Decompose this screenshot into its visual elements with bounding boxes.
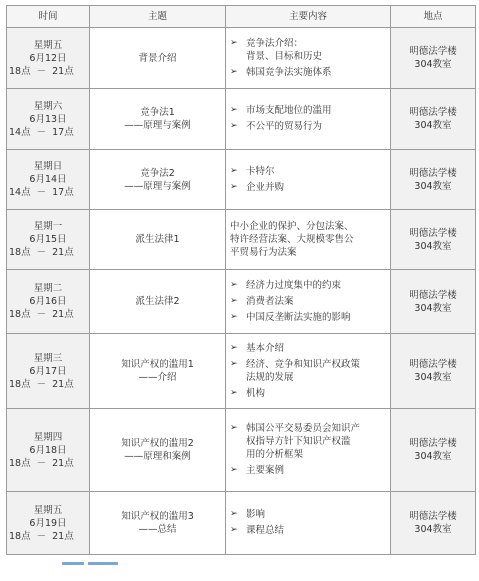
time-cell xyxy=(7,89,90,150)
content-text: 基本介绍 xyxy=(246,342,285,354)
topic-cell xyxy=(90,89,226,150)
location-text: 明德法学楼 xyxy=(409,359,457,370)
topic-cell xyxy=(90,492,226,555)
content-cell xyxy=(226,409,391,492)
weekday: 星期四 xyxy=(33,431,63,443)
time-range xyxy=(9,186,87,199)
time-range xyxy=(9,246,87,259)
schedule-table xyxy=(6,5,476,555)
time-end: 21点 xyxy=(52,378,74,390)
arrow-bullet-icon: ➢ xyxy=(230,423,238,433)
content-text: 主要案例 xyxy=(246,465,285,476)
content-text: 韩国公平交易委员会知识产 xyxy=(246,423,361,434)
content-text: 课程总结 xyxy=(246,525,285,536)
location-text: 明德法学楼 xyxy=(409,107,457,118)
header-time: 时间 xyxy=(7,6,90,28)
time-start: 18点 xyxy=(9,457,31,469)
content-text: 竞争法介绍： xyxy=(246,37,304,49)
topic-text: 知识产权的滥用1 xyxy=(121,359,194,370)
content-text: 权指导方针下知识产权滥 xyxy=(246,436,351,447)
content-cell xyxy=(226,334,391,409)
content-paragraph xyxy=(230,220,388,259)
content-bullet-item xyxy=(230,165,388,178)
content-bullet-item xyxy=(230,181,388,194)
date: 6月13日 xyxy=(29,113,67,125)
time-range xyxy=(9,65,87,78)
footer-bar xyxy=(88,562,118,565)
content-text: 经济、竞争和知识产权政策 xyxy=(246,358,361,370)
time-range xyxy=(9,378,87,391)
arrow-bullet-icon: ➢ xyxy=(230,465,238,475)
content-text: 不公平的贸易行为 xyxy=(246,121,323,132)
topic-text: 知识产权的滥用2 xyxy=(121,438,194,449)
time-range xyxy=(9,457,87,470)
content-text: 背景、目标和历史 xyxy=(246,50,323,62)
weekday: 星期六 xyxy=(33,100,63,112)
schedule-body xyxy=(7,28,476,555)
header-location: 地点 xyxy=(391,6,476,28)
content-bullet-item xyxy=(230,524,388,537)
arrow-bullet-icon: ➢ xyxy=(230,279,238,290)
time-start: 14点 xyxy=(9,126,31,138)
time-cell xyxy=(7,334,90,409)
weekday: 星期五 xyxy=(33,504,63,516)
location-text: 304教室 xyxy=(414,372,452,383)
date: 6月15日 xyxy=(29,234,67,245)
time-cell xyxy=(7,150,90,210)
topic-text: ——原理和案例 xyxy=(124,451,191,462)
content-bullet-item xyxy=(230,279,388,292)
time-end: 21点 xyxy=(52,247,74,258)
time-start: 18点 xyxy=(9,309,31,320)
table-row xyxy=(7,409,476,492)
time-start: 18点 xyxy=(9,65,31,77)
weekday: 星期三 xyxy=(33,352,63,364)
arrow-bullet-icon: ➢ xyxy=(230,525,238,535)
time-end: 21点 xyxy=(52,530,74,542)
content-bullet-item xyxy=(230,508,388,521)
location-cell xyxy=(391,28,476,89)
time-separator: － xyxy=(36,126,47,138)
time-cell xyxy=(7,210,90,270)
content-bullet-item xyxy=(230,120,388,133)
content-bullet-item xyxy=(230,104,388,117)
content-bullet-item xyxy=(230,342,388,355)
content-text: 韩国竞争法实施体系 xyxy=(246,66,332,78)
time-start: 18点 xyxy=(9,530,31,542)
location-cell xyxy=(391,270,476,334)
time-end: 21点 xyxy=(52,65,74,77)
time-cell xyxy=(7,409,90,492)
content-text: 消费者法案 xyxy=(246,295,294,307)
table-row xyxy=(7,492,476,555)
location-text: 304教室 xyxy=(414,451,452,462)
content-bullet-item xyxy=(230,358,388,384)
time-end: 17点 xyxy=(52,187,74,198)
date: 6月12日 xyxy=(29,52,67,64)
content-text: 影响 xyxy=(246,509,266,520)
location-text: 明德法学楼 xyxy=(409,511,457,522)
content-cell xyxy=(226,28,391,89)
topic-text: 竞争法2 xyxy=(140,167,175,179)
header-content: 主要内容 xyxy=(226,6,391,28)
content-text: 企业并购 xyxy=(246,181,285,193)
time-separator: － xyxy=(36,378,47,390)
location-cell xyxy=(391,334,476,409)
topic-text: 知识产权的滥用3 xyxy=(121,511,194,522)
table-row xyxy=(7,334,476,409)
location-text: 明德法学楼 xyxy=(409,46,457,57)
arrow-bullet-icon: ➢ xyxy=(230,295,238,306)
time-end: 21点 xyxy=(52,309,74,320)
content-bullet-item xyxy=(230,387,388,400)
content-cell xyxy=(226,492,391,555)
topic-cell xyxy=(90,150,226,210)
arrow-bullet-icon: ➢ xyxy=(230,387,238,398)
location-text: 明德法学楼 xyxy=(409,289,457,301)
table-row xyxy=(7,28,476,89)
topic-cell xyxy=(90,28,226,89)
footer-bar xyxy=(62,562,84,565)
topic-text: 背景介绍 xyxy=(138,52,177,64)
time-separator: － xyxy=(36,457,47,469)
content-text: 中国反垄断法实施的影响 xyxy=(246,311,351,323)
topic-text: 竞争法1 xyxy=(140,107,175,118)
location-text: 明德法学楼 xyxy=(409,227,457,239)
location-text: 304教室 xyxy=(414,180,452,192)
content-text: 经济力过度集中的约束 xyxy=(246,279,342,291)
topic-text: ——介绍 xyxy=(138,372,177,383)
content-cell xyxy=(226,210,391,270)
content-text: 特许经营法案、大规模零售公 xyxy=(230,234,354,245)
arrow-bullet-icon: ➢ xyxy=(230,66,238,77)
arrow-bullet-icon: ➢ xyxy=(230,181,238,192)
location-text: 304教室 xyxy=(414,240,452,252)
content-bullet-item xyxy=(230,37,388,63)
time-end: 21点 xyxy=(52,457,74,469)
location-text: 304教室 xyxy=(414,302,452,314)
time-range xyxy=(9,308,87,321)
content-bullet-item xyxy=(230,66,388,79)
content-bullet-item xyxy=(230,422,388,461)
location-text: 明德法学楼 xyxy=(409,438,457,449)
arrow-bullet-icon: ➢ xyxy=(230,105,238,115)
time-cell xyxy=(7,270,90,334)
table-row xyxy=(7,89,476,150)
header-topic: 主题 xyxy=(90,6,226,28)
arrow-bullet-icon: ➢ xyxy=(230,358,238,369)
time-separator: － xyxy=(36,247,47,258)
time-range xyxy=(9,530,87,543)
topic-cell xyxy=(90,409,226,492)
location-cell xyxy=(391,89,476,150)
content-cell xyxy=(226,150,391,210)
time-separator: － xyxy=(36,65,47,77)
arrow-bullet-icon: ➢ xyxy=(230,121,238,131)
arrow-bullet-icon: ➢ xyxy=(230,37,238,48)
topic-cell xyxy=(90,334,226,409)
table-row xyxy=(7,270,476,334)
weekday: 星期一 xyxy=(33,221,63,232)
header-row xyxy=(7,6,476,28)
time-separator: － xyxy=(36,309,47,320)
arrow-bullet-icon: ➢ xyxy=(230,165,238,176)
arrow-bullet-icon: ➢ xyxy=(230,311,238,322)
time-start: 18点 xyxy=(9,378,31,390)
content-text: 卡特尔 xyxy=(246,165,275,177)
content-text: 市场支配地位的滥用 xyxy=(246,105,332,116)
date: 6月17日 xyxy=(29,365,67,377)
footer-decoration xyxy=(62,562,142,567)
table-row xyxy=(7,210,476,270)
time-separator: － xyxy=(36,187,47,198)
schedule-table-container xyxy=(6,5,476,555)
content-text: 中小企业的保护、分包法案、 xyxy=(230,221,354,232)
time-separator: － xyxy=(36,530,47,542)
location-cell xyxy=(391,409,476,492)
content-cell xyxy=(226,270,391,334)
arrow-bullet-icon: ➢ xyxy=(230,342,238,353)
time-cell xyxy=(7,492,90,555)
location-text: 304教室 xyxy=(414,59,452,70)
content-text: 机构 xyxy=(246,387,266,399)
time-start: 14点 xyxy=(9,187,31,198)
location-cell xyxy=(391,150,476,210)
topic-text: 派生法律2 xyxy=(135,296,180,307)
date: 6月19日 xyxy=(29,517,67,529)
time-start: 18点 xyxy=(9,247,31,258)
arrow-bullet-icon: ➢ xyxy=(230,509,238,519)
topic-text: ——原理与案例 xyxy=(124,180,191,192)
date: 6月18日 xyxy=(29,444,67,456)
topic-text: ——原理与案例 xyxy=(124,120,191,131)
table-row xyxy=(7,150,476,210)
content-cell xyxy=(226,89,391,150)
location-cell xyxy=(391,492,476,555)
location-text: 304教室 xyxy=(414,120,452,131)
topic-cell xyxy=(90,210,226,270)
weekday: 星期五 xyxy=(33,39,63,51)
content-text: 平贸易行为法案 xyxy=(230,247,297,258)
date: 6月14日 xyxy=(29,174,67,185)
content-bullet-item xyxy=(230,311,388,324)
content-text: 法规的发展 xyxy=(246,371,294,383)
time-end: 17点 xyxy=(52,126,74,138)
content-bullet-item xyxy=(230,464,388,477)
content-bullet-item xyxy=(230,295,388,308)
location-text: 明德法学楼 xyxy=(409,167,457,179)
time-range xyxy=(9,126,87,139)
weekday: 星期日 xyxy=(33,161,63,172)
topic-text: ——总结 xyxy=(138,524,177,535)
date: 6月16日 xyxy=(29,296,67,307)
weekday: 星期二 xyxy=(33,283,63,294)
content-text: 用的分析框架 xyxy=(246,449,304,460)
location-cell xyxy=(391,210,476,270)
time-cell xyxy=(7,28,90,89)
location-text: 304教室 xyxy=(414,524,452,535)
topic-text: 派生法律1 xyxy=(135,234,180,245)
topic-cell xyxy=(90,270,226,334)
